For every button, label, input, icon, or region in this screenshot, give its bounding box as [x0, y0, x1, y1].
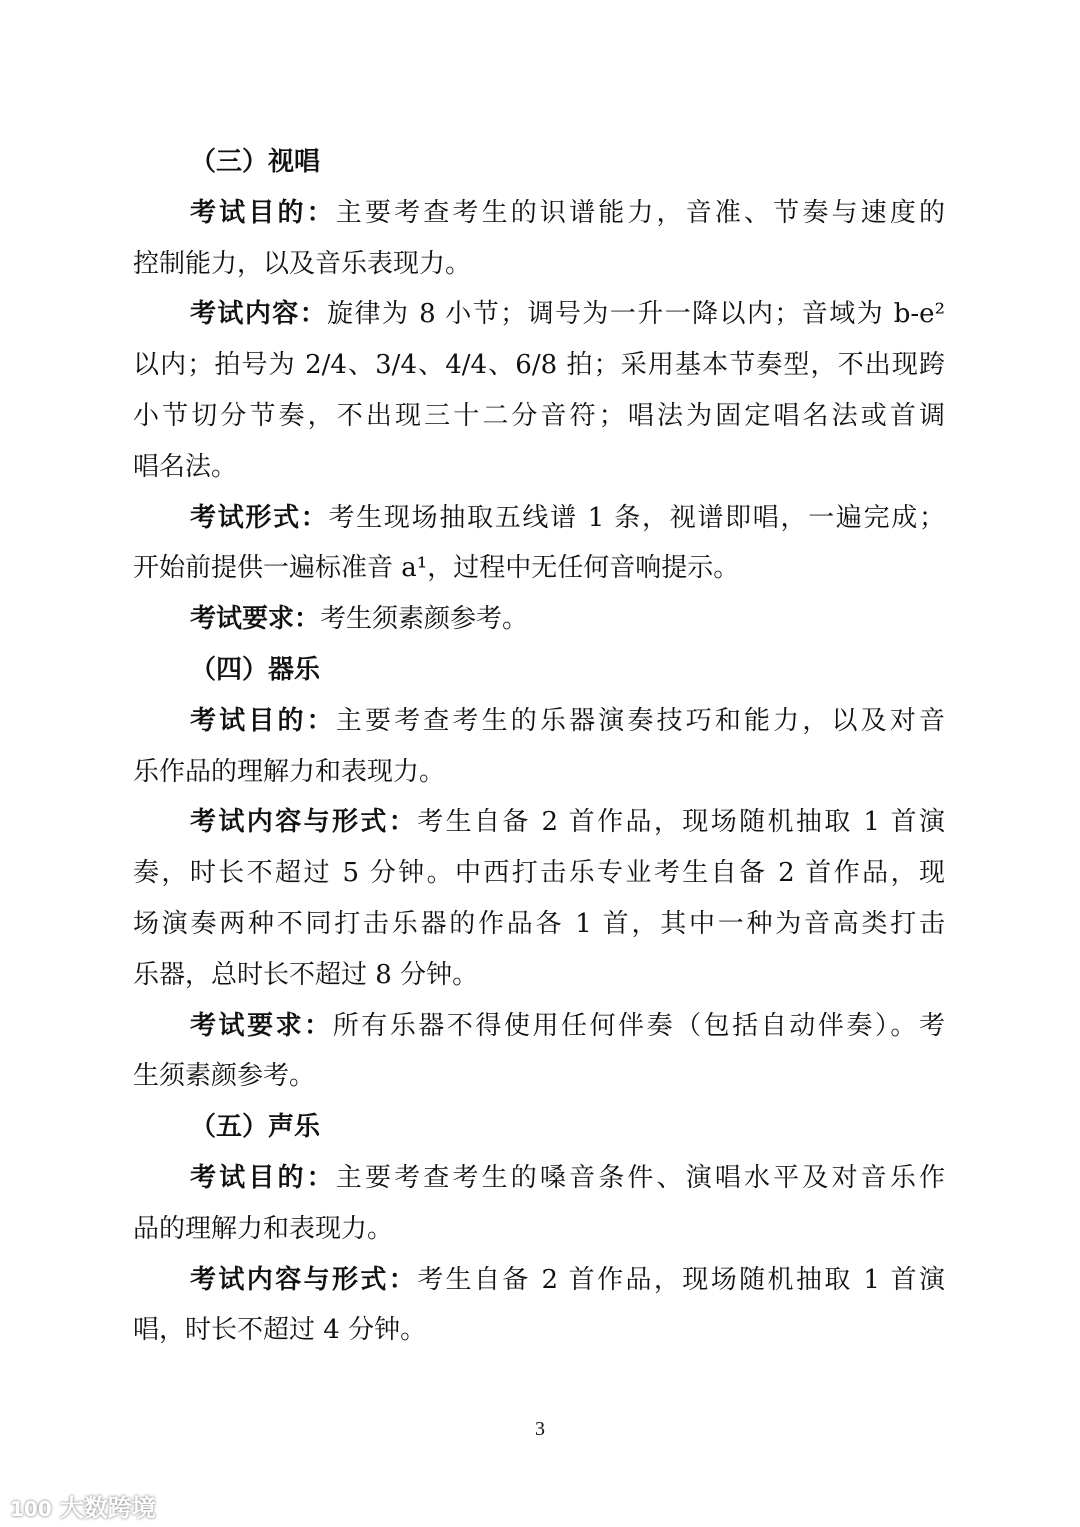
paragraph-label: 考试目的：	[190, 705, 336, 736]
line-text: 生须素颜参考。	[133, 1061, 316, 1092]
paragraph-line	[133, 493, 945, 544]
paragraph-label: 考试要求：	[190, 604, 321, 635]
paragraph-line	[133, 1305, 945, 1356]
line-text: 唱，时长不超过 4 分钟。	[133, 1315, 427, 1346]
line-text: 考生自备 2 首作品，现场随机抽取 1 首演	[417, 1264, 945, 1295]
paragraph-label: 考试要求：	[190, 1010, 333, 1041]
watermark-logo-icon: 100	[10, 1497, 52, 1521]
line-text: 所有乐器不得使用任何伴奏（包括自动伴奏）。考	[332, 1010, 945, 1041]
paragraph	[133, 1001, 945, 1103]
line-text: 考生自备 2 首作品，现场随机抽取 1 首演	[417, 807, 945, 838]
line-text: 唱名法。	[133, 451, 238, 482]
paragraph	[133, 493, 945, 595]
paragraph-label: 考试内容与形式：	[190, 1264, 418, 1295]
line-text: 奏，时长不超过 5 分钟。中西打击乐专业考生自备 2 首作品，现	[133, 858, 945, 889]
line-text: 开始前提供一遍标准音 a¹，过程中无任何音响提示。	[133, 553, 740, 584]
watermark	[10, 1488, 156, 1523]
paragraph-line	[133, 848, 945, 899]
line-text: 乐器，总时长不超过 8 分钟。	[133, 959, 479, 990]
paragraph-line	[133, 747, 945, 798]
paragraph-line	[133, 1204, 945, 1255]
section-heading: （五）声乐	[190, 1112, 321, 1143]
paragraph-line	[133, 696, 945, 747]
line-text: 以内；拍号为 2/4、3/4、4/4、6/8 拍；采用基本节奏型，不出现跨	[133, 350, 945, 381]
line-text: 控制能力，以及音乐表现力。	[133, 248, 472, 279]
paragraph	[133, 594, 945, 645]
line-text: 主要考查考生的乐器演奏技巧和能力，以及对音	[335, 705, 945, 736]
line-text: 主要考查考生的嗓音条件、演唱水平及对音乐作	[335, 1162, 945, 1193]
paragraph-label: 考试目的：	[190, 1162, 336, 1193]
paragraph-line	[133, 950, 945, 1001]
paragraph-line	[133, 1255, 945, 1306]
paragraph-line	[133, 391, 945, 442]
paragraph	[133, 188, 945, 290]
line-text: 考生现场抽取五线谱 1 条，视谱即唱，一遍完成；	[328, 502, 945, 533]
paragraph-line	[133, 899, 945, 950]
paragraph-label: 考试内容与形式：	[190, 807, 418, 838]
paragraph-line	[133, 239, 945, 290]
paragraph-line	[133, 1153, 945, 1204]
paragraph	[133, 289, 945, 492]
paragraph-label: 考试目的：	[190, 197, 336, 228]
paragraph-line	[133, 340, 945, 391]
paragraph-line	[133, 797, 945, 848]
paragraph-line	[133, 289, 945, 340]
line-text: 旋律为 8 小节；调号为一升一降以内；音域为 b-e²	[327, 299, 945, 330]
line-text: 小节切分节奏，不出现三十二分音符；唱法为固定唱名法或首调	[133, 400, 945, 431]
paragraph-line	[133, 1001, 945, 1052]
section-heading: （四）器乐	[190, 654, 321, 685]
paragraph-line	[133, 442, 945, 493]
paragraph-line	[133, 188, 945, 239]
line-text: 主要考查考生的识谱能力，音准、节奏与速度的	[335, 197, 945, 228]
document-body	[133, 137, 945, 1356]
paragraph-line	[133, 1051, 945, 1102]
paragraph-label: 考试内容：	[190, 299, 328, 330]
paragraph	[133, 1153, 945, 1255]
paragraph	[133, 797, 945, 1000]
paragraph	[133, 696, 945, 798]
line-text: 考生须素颜参考。	[320, 604, 529, 635]
watermark-text: 大数跨境	[59, 1494, 156, 1522]
line-text: 乐作品的理解力和表现力。	[133, 756, 446, 787]
line-text: 品的理解力和表现力。	[133, 1213, 394, 1244]
paragraph-line	[133, 594, 945, 645]
paragraph-line	[133, 543, 945, 594]
line-text: 场演奏两种不同打击乐器的作品各 1 首，其中一种为音高类打击	[133, 908, 945, 939]
section-heading: （三）视唱	[190, 147, 321, 177]
page-number: 3	[535, 1418, 545, 1440]
paragraph	[133, 1255, 945, 1357]
paragraph-label: 考试形式：	[190, 502, 329, 533]
